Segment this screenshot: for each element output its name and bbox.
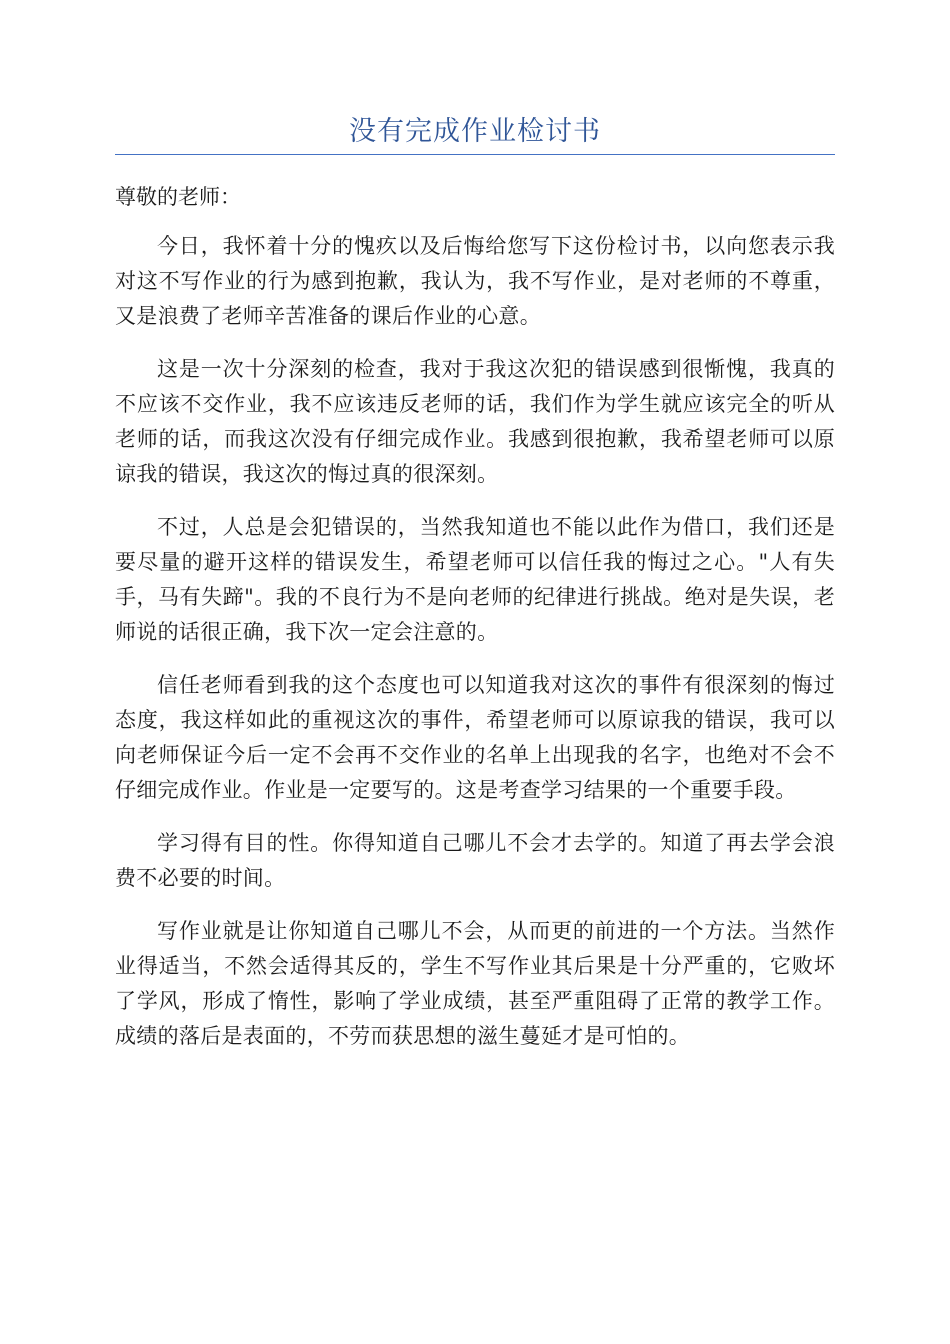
title-underline xyxy=(115,154,835,155)
document-title: 没有完成作业检讨书 xyxy=(349,116,601,147)
paragraph: 写作业就是让你知道自己哪儿不会，从而更的前进的一个方法。当然作业得适当，不然会适得其反的，学生不写作业其后果是十分严重的，它败坏了学风，形成了惰性，影响了学业成绩，甚至严重阻碍了正常的教学工作。成绩的落后是表面的，不劳而获思想的滋生蔓延才是可怕的。 xyxy=(115,919,835,1048)
salutation: 尊敬的老师： xyxy=(115,185,241,209)
paragraph: 不过，人总是会犯错误的，当然我知道也不能以此作为借口，我们还是要尽量的避开这样的错误发生，希望老师可以信任我的悔过之心。"人有失手，马有失蹄"。我的不良行为不是向老师的纪律进行挑战。绝对是失误，老师说的话很正确，我下次一定会注意的。 xyxy=(115,515,835,644)
paragraph: 学习得有目的性。你得知道自己哪儿不会才去学的。知道了再去学会浪费不必要的时间。 xyxy=(115,831,835,890)
document-body xyxy=(115,229,835,1072)
paragraph: 信任老师看到我的这个态度也可以知道我对这次的事件有很深刻的悔过态度，我这样如此的重视这次的事件，希望老师可以原谅我的错误，我可以向老师保证今后一定不会再不交作业的名单上出现我的名字，也绝对不会不仔细完成作业。作业是一定要写的。这是考查学习结果的一个重要手段。 xyxy=(115,673,835,802)
paragraph: 今日，我怀着十分的愧疚以及后悔给您写下这份检讨书，以向您表示我对这不写作业的行为感到抱歉，我认为，我不写作业，是对老师的不尊重，又是浪费了老师辛苦准备的课后作业的心意。 xyxy=(115,234,835,328)
paragraph: 这是一次十分深刻的检查，我对于我这次犯的错误感到很惭愧，我真的不应该不交作业，我不应该违反老师的话，我们作为学生就应该完全的听从老师的话，而我这次没有仔细完成作业。我感到很抱歉，我希望老师可以原谅我的错误，我这次的悔过真的很深刻。 xyxy=(115,357,835,486)
